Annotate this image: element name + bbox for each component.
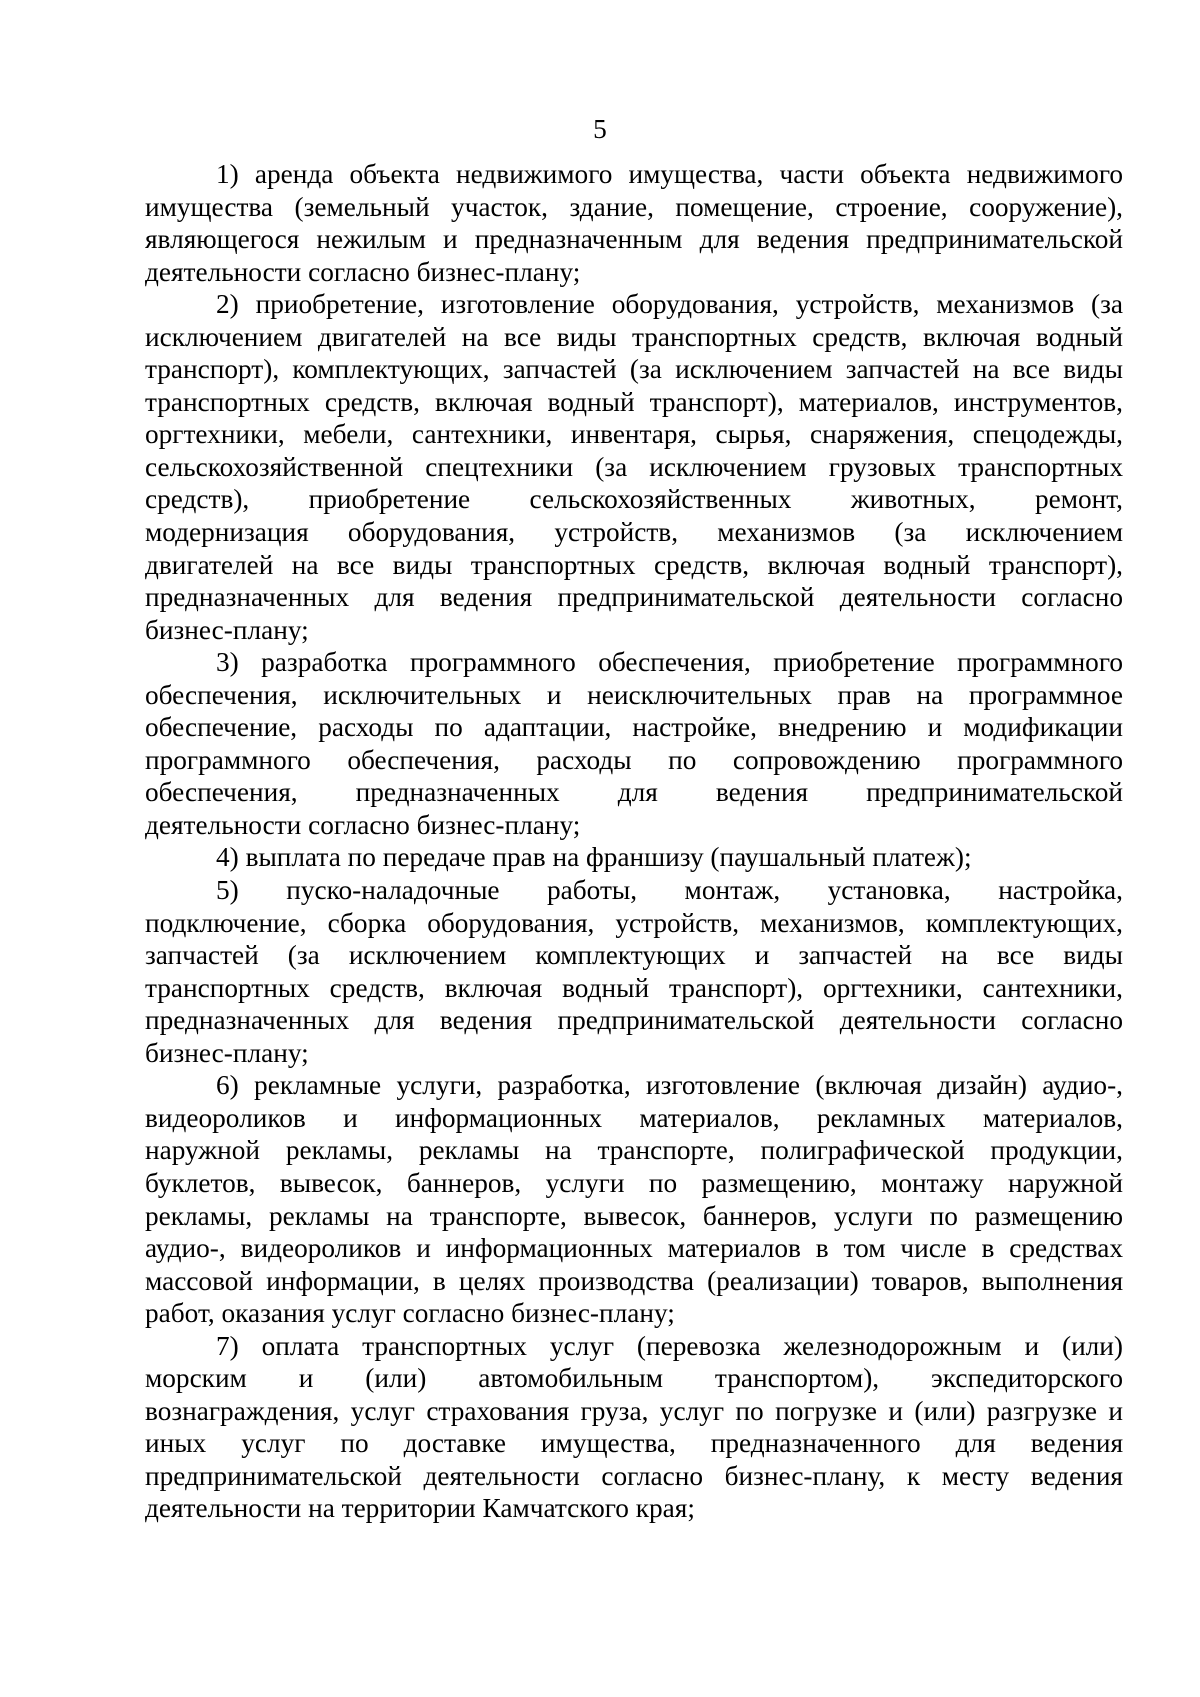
text-line: транспорт), комплектующих, запчастей (за исключением запчастей на все виды — [145, 354, 1123, 385]
text-line: предназначенных для ведения предпринимательской деятельности согласно — [145, 582, 1123, 613]
text-line: 4) выплата по передаче прав на франшизу (паушальный платеж); — [216, 842, 972, 873]
text-line: массовой информации, в целях производства (реализации) товаров, выполнения — [145, 1265, 1123, 1296]
text-line: наружной рекламы, рекламы на транспорте, полиграфической продукции, — [145, 1135, 1123, 1166]
page-number: 5 — [593, 114, 607, 144]
text-line: программного обеспечения, расходы по сопровождению программного — [145, 744, 1123, 775]
text-line: деятельности согласно бизнес-плану; — [145, 256, 581, 287]
text-line: обеспечение, расходы по адаптации, настройке, внедрению и модификации — [145, 712, 1123, 743]
text-line: 3) разработка программного обеспечения, приобретение программного — [216, 647, 1123, 678]
text-line: средств), приобретение сельскохозяйственных животных, ремонт, — [145, 484, 1123, 515]
text-line: бизнес-плану; — [145, 1037, 309, 1068]
text-line: предназначенных для ведения предпринимательской деятельности согласно — [145, 1005, 1123, 1036]
text-line: бизнес-плану; — [145, 614, 309, 645]
text-line: транспортных средств, включая водный транспорт), материалов, инструментов, — [145, 386, 1123, 417]
text-line: работ, оказания услуг согласно бизнес-плану; — [145, 1298, 675, 1329]
text-line: 1) аренда объекта недвижимого имущества, части объекта недвижимого — [216, 159, 1123, 189]
text-line: оргтехники, мебели, сантехники, инвентаря, сырья, снаряжения, спецодежды, — [145, 419, 1123, 450]
text-line: рекламы, рекламы на транспорте, вывесок, баннеров, услуги по размещению — [145, 1200, 1123, 1231]
text-line: сельскохозяйственной спецтехники (за исключением грузовых транспортных — [145, 451, 1123, 482]
text-line: предпринимательской деятельности согласно бизнес-плану, к месту ведения — [145, 1460, 1123, 1491]
text-line: подключение, сборка оборудования, устройств, механизмов, комплектующих, — [145, 907, 1123, 938]
text-line: обеспечения, предназначенных для ведения предпринимательской — [145, 777, 1123, 808]
text-line: видеороликов и информационных материалов, рекламных материалов, — [145, 1102, 1123, 1133]
text-line: 6) рекламные услуги, разработка, изготовление (включая дизайн) аудио-, — [216, 1070, 1123, 1101]
text-line: имущества (земельный участок, здание, помещение, строение, сооружение), — [145, 191, 1123, 222]
text-line: иных услуг по доставке имущества, предназначенного для ведения — [145, 1428, 1123, 1459]
document-body — [145, 158, 1123, 1525]
text-line: 5) пуско-наладочные работы, монтаж, установка, настройка, — [216, 875, 1123, 906]
text-line: деятельности на территории Камчатского края; — [145, 1493, 695, 1524]
text-line: 2) приобретение, изготовление оборудования, устройств, механизмов (за — [216, 289, 1123, 320]
text-line: двигателей на все виды транспортных средств, включая водный транспорт), — [145, 549, 1123, 580]
text-line: исключением двигателей на все виды транспортных средств, включая водный — [145, 321, 1123, 352]
text-line: транспортных средств, включая водный транспорт), оргтехники, сантехники, — [145, 972, 1123, 1003]
text-line: морским и (или) автомобильным транспортом), экспедиторского — [145, 1363, 1123, 1394]
text-line: обеспечения, исключительных и неисключительных прав на программное — [145, 679, 1123, 710]
text-line: 7) оплата транспортных услуг (перевозка железнодорожным и (или) — [216, 1330, 1123, 1361]
text-line: деятельности согласно бизнес-плану; — [145, 809, 581, 840]
text-line: аудио-, видеороликов и информационных материалов в том числе в средствах — [145, 1233, 1123, 1264]
text-line: буклетов, вывесок, баннеров, услуги по размещению, монтажу наружной — [145, 1167, 1123, 1198]
text-line: являющегося нежилым и предназначенным для ведения предпринимательской — [145, 224, 1123, 255]
text-line: запчастей (за исключением комплектующих и запчастей на все виды — [145, 940, 1123, 971]
text-line: вознаграждения, услуг страхования груза, услуг по погрузке и (или) разгрузке и — [145, 1395, 1123, 1426]
text-line: модернизация оборудования, устройств, механизмов (за исключением — [145, 517, 1123, 548]
